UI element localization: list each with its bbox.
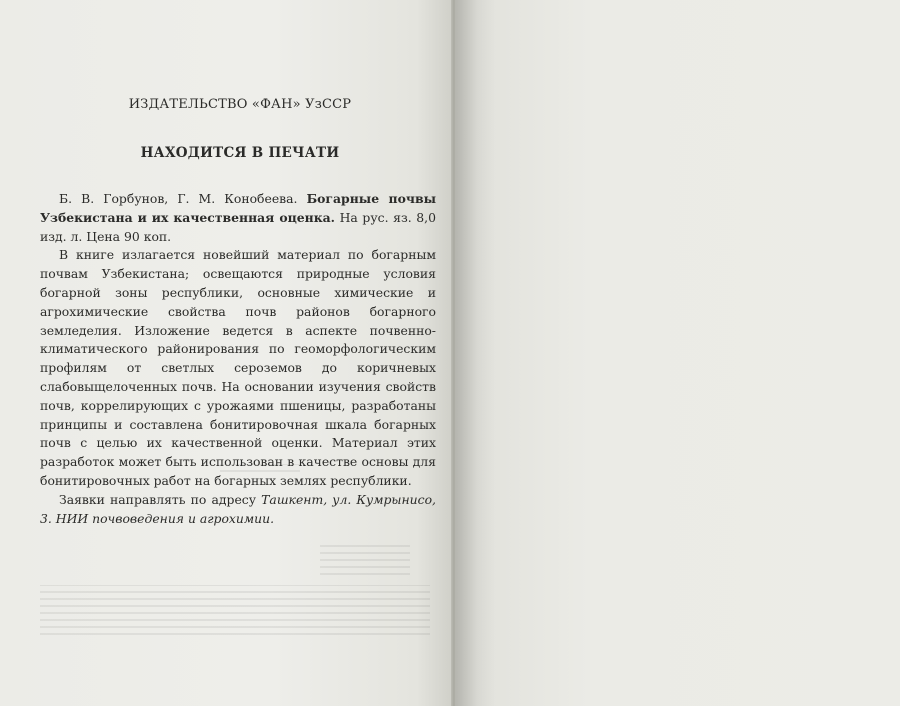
book-details: На рус. яз. 8,0 изд. л. Цена 90 коп.	[40, 209, 436, 244]
book-authors: Б. В. Горбунов, Г. М. Конобеева.	[59, 191, 298, 206]
show-through-text	[40, 585, 430, 635]
book-entry	[40, 190, 436, 528]
book-title: Богарные почвы Узбекистана и их качественная оценка.	[40, 191, 436, 225]
section-heading: НАХОДИТСЯ В ПЕЧАТИ	[140, 145, 340, 161]
book-description: В книге излагается новейший материал по богарным почвам Узбекистана; освещаются природные условия богарной зоны республики, основные химические и агрохимические свойства почв районов богарного земледелия. Изложение ведется в аспекте почвенно-климатического районирования по геоморфологическим профилям от светлых сероземов до коричневых слабовыщелоченных почв. На основании изучения свойств почв, коррелирующих с урожаями пшеницы, разработаны принципы и составлена бонитировочная шкала богарных почв с целью их качественной оценки. Материал этих разработок может быть использован в качестве основы для бонитировочных работ на богарных землях республики.	[40, 247, 436, 488]
order-info	[40, 491, 436, 529]
right-page	[455, 0, 900, 706]
show-through-text	[320, 545, 410, 575]
book-citation	[40, 190, 436, 246]
order-address: Ташкент, ул. Кумрынисо, 3. НИИ почвоведения и агрохимии.	[40, 491, 436, 526]
publisher-name: ИЗДАТЕЛЬСТВО «ФАН» УзССР	[128, 97, 352, 112]
order-lead: Заявки направлять по адресу	[59, 491, 257, 507]
